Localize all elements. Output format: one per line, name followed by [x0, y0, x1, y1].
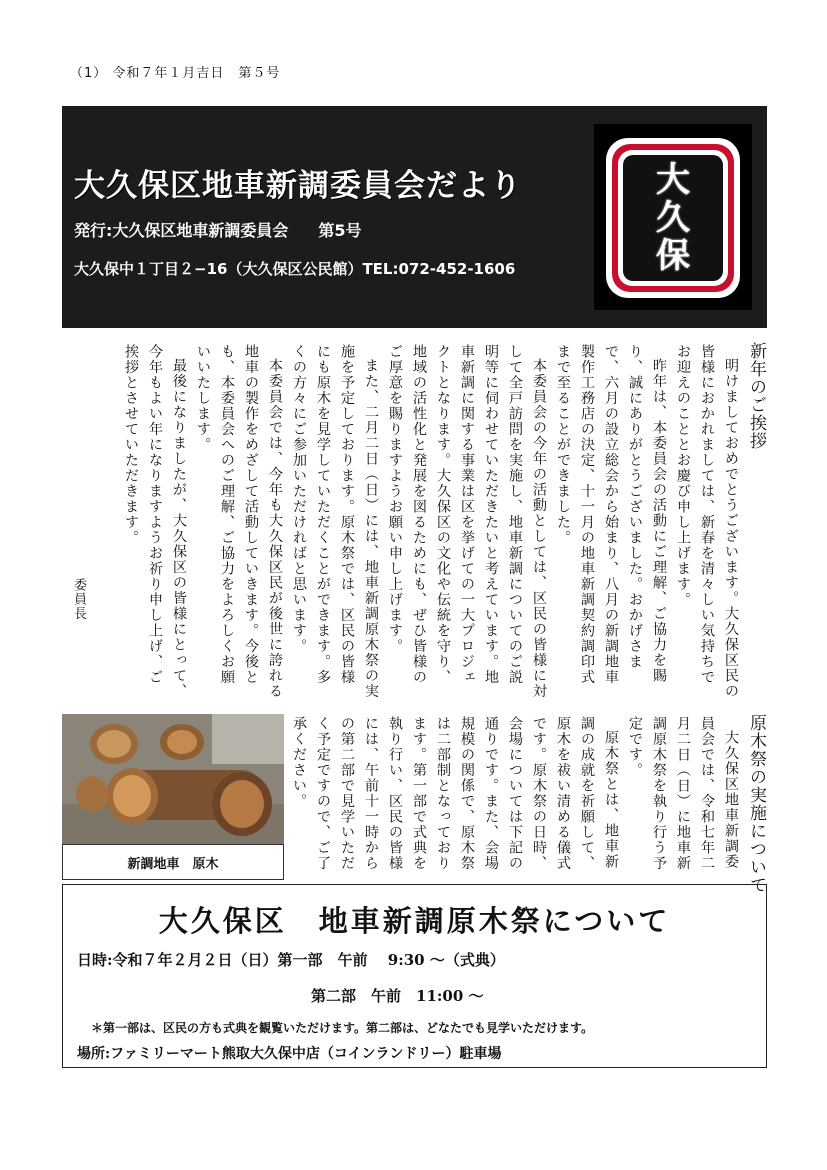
genboku-heading: 原木祭の実施について: [746, 714, 766, 894]
log-photo: [62, 714, 284, 844]
event-part2: 第二部 午前 11:00 〜: [311, 987, 484, 1005]
logo-char-1: 大: [656, 160, 690, 200]
photo-caption: 新調地車 原木: [62, 844, 284, 880]
issuer-line: [74, 218, 362, 241]
greeting-paragraph: 本委員会の今年の活動としては、区民の皆様に対して全戸訪問を実施し、地車新調についてのご説明等に伺わせていただきたいと考えています。地車新調に関する事業は区を挙げての一大プロジェクトとなります。大久保区の文化や伝統を守り、地域の活性化と発展を図るためにも、ぜひ皆様のご厚意を賜りますようお願い申し上げます。: [387, 344, 547, 700]
event-place: 場所:ファミリーマート熊取大久保中店（コインランドリー）駐車場: [77, 1046, 502, 1062]
greeting-paragraph: 本委員会では、今年も大久保区民が後世に誇れる地車の製作をめざして活動していきます。今後とも、本委員会へのご理解、ご協力をよろしくお願いいたします。: [195, 344, 283, 700]
logo-char-3: 保: [656, 236, 690, 276]
greeting-paragraph: 昨年は、本委員会の活動にご理解、ご協力を賜り、誠にありがとうございました。おかげさまで、六月の設立総会から始まり、八月の新調地車製作工務店の決定、十一月の地車新調契約調印式まで至ることができました。: [555, 344, 667, 685]
greeting-paragraph: 明けましておめでとうございます。大久保区民の皆様におかれましては、新春を清々しい気持ちでお迎えのこととお慶び申し上げます。: [675, 344, 739, 700]
greeting-body: [123, 344, 743, 700]
greeting-heading: 新年のご挨拶: [746, 342, 766, 450]
newsletter-title: 大久保区地車新調委員会だより: [74, 168, 522, 204]
okubo-logo: [594, 124, 752, 310]
event-title: 大久保区 地車新調原木祭について: [158, 904, 671, 938]
genboku-paragraph: 原木祭とは、地車新調の成就を祈願して、原木を祓い清める儀式です。原木祭の日時、会場については下記の通りです。また、会場規模の関係で、原木祭は二部制となっております。第一部で式典を執り行い、区民の皆様には、午前十一時からの第二部で見学いただく予定ですので、ご了承ください。: [291, 716, 619, 871]
greeting-paragraph: 最後になりましたが、大久保区の皆様にとって、今年もよい年になりますようお祈り申し上げ、ご挨拶とさせていただきます。: [123, 344, 187, 700]
genboku-body: [273, 716, 743, 880]
header-banner: [62, 106, 767, 328]
issuer-name: 発行:大久保区地車新調委員会: [74, 221, 289, 240]
event-datetime: 日時:令和７年２月２日（日）第一部 午前 9:30 〜（式典）: [77, 951, 505, 969]
event-note: ＊第一部は、区民の方も式典を観覧いただけます。第二部は、どなたでも見学いただけます。: [91, 1021, 594, 1035]
signature: 委員長: [71, 578, 86, 621]
logo-char-2: 久: [656, 198, 690, 238]
greeting-paragraph: また、二月二日（日）には、地車新調原木祭の実施を予定しております。原木祭では、区民の皆様にも原木を見学していただくことができます。多くの方々にご参加いただければと思います。: [291, 344, 379, 700]
issue-number: 第5号: [318, 221, 362, 240]
genboku-paragraph: 大久保区地車新調委員会では、令和七年二月二日（日）に地車新調原木祭を執り行う予定です。: [627, 716, 739, 871]
event-info-box: [62, 884, 767, 1068]
page-number-header: （1） 令和７年１月吉日 第５号: [70, 66, 281, 81]
address-line: 大久保中１丁目２−16（大久保区公民館）TEL:072-452-1606: [74, 260, 516, 278]
